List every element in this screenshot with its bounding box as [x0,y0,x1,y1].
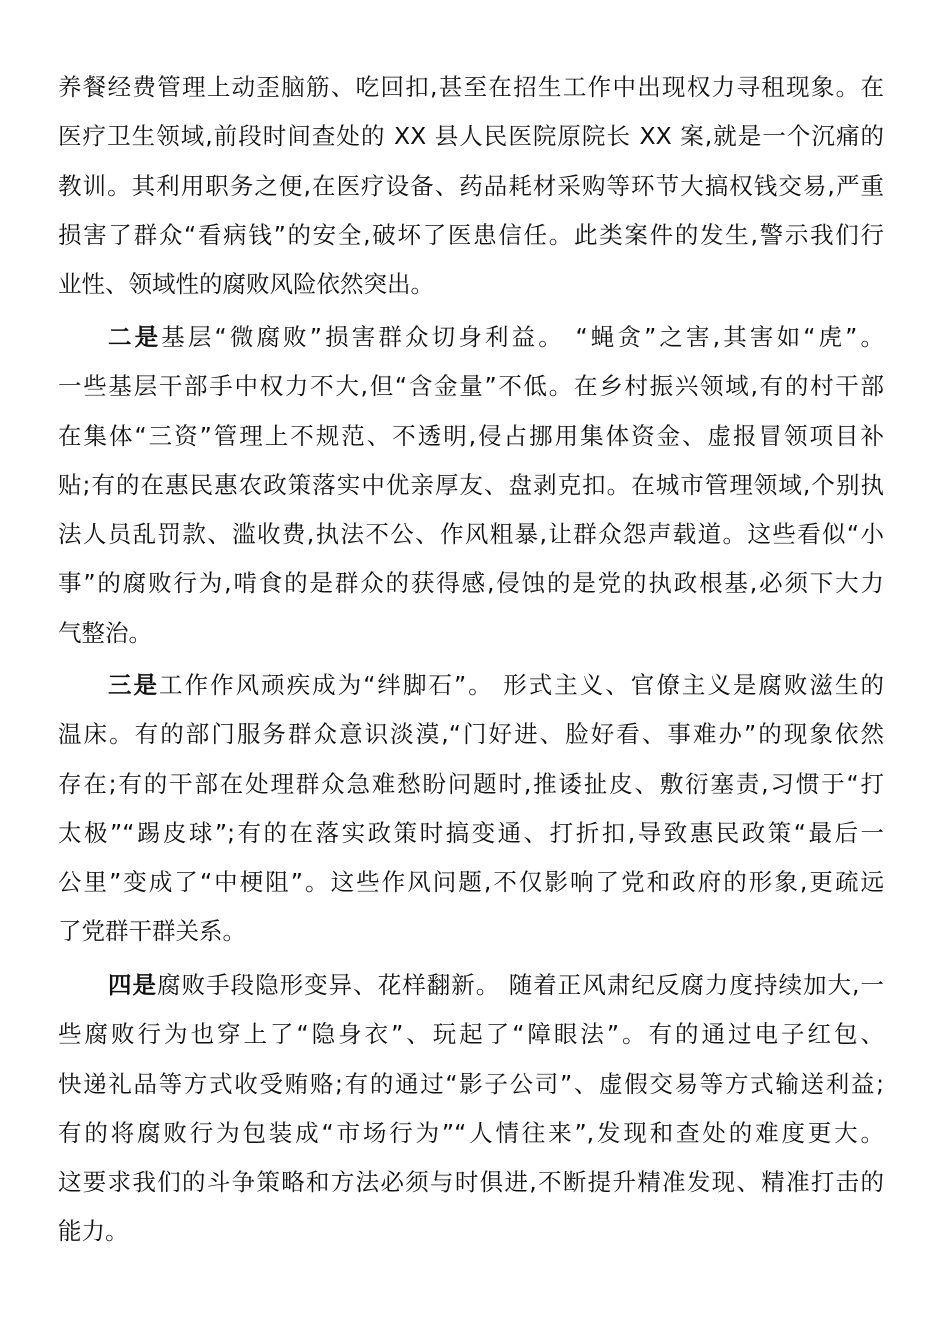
text-line: 教训。其利用职务之便,在医疗设备、药品耗材采购等环节大搞权钱交易,严重 [58,171,884,200]
text-line: 事”的腐败行为,啃食的是群众的获得感,侵蚀的是党的执政根基,必须下大力 [58,569,884,598]
text-line: 一些基层干部手中权力不大,但“含金量”不低。在乡村振兴领域,有的村干部 [58,372,884,401]
paragraph-lead: 三是 [108,671,160,699]
paragraph-heading-line [58,961,884,1010]
text-line: 法人员乱罚款、滥收费,执法不公、作风粗暴,让群众怨声载道。这些看似“小 [58,520,884,549]
text-line: 了党群干群关系。 [58,917,246,946]
paragraph-heading-line [58,313,884,362]
text-line: 损害了群众“看病钱”的安全,破坏了医患信任。此类案件的发生,警示我们行 [58,220,884,249]
paragraph-heading-text: 腐败手段隐形变异、花样翻新。 随着正风肃纪反腐力度持续加大,一 [157,971,884,999]
text-line: 业性、领域性的腐败风险依然突出。 [58,270,434,299]
text-line: 公里”变成了“中梗阻”。这些作风问题,不仅影响了党和政府的形象,更疏远 [58,868,884,897]
text-line: 有的将腐败行为包装成“市场行为”“人情往来”,发现和查处的难度更大。 [58,1118,884,1147]
paragraph-heading-text: 工作作风顽疾成为“绊脚石”。 形式主义、官僚主义是腐败滋生的 [159,671,884,699]
text-line: 贴;有的在惠民惠农政策落实中优亲厚友、盘剥克扣。在城市管理领域,个别执 [58,470,884,499]
paragraph-1 [58,63,884,309]
text-line: 这要求我们的斗争策略和方法必须与时俱进,不断提升精准发现、精准打击的 [58,1168,884,1197]
text-line: 存在;有的干部在处理群众急难愁盼问题时,推诿扯皮、敷衍塞责,习惯于“打 [58,769,884,798]
text-line: 医疗卫生领域,前段时间查处的 XX 县人民医院原院长 XX 案,就是一个沉痛的 [58,122,884,151]
paragraph-heading-line [58,661,884,710]
paragraph-lead: 四是 [108,971,158,999]
text-line: 温床。有的部门服务群众意识淡漠,“门好进、脸好看、事难办”的现象依然 [58,720,884,749]
paragraph-4 [58,961,884,1257]
text-line: 养餐经费管理上动歪脑筋、吃回扣,甚至在招生工作中出现权力寻租现象。在 [58,73,884,101]
paragraph-3 [58,661,884,957]
paragraph-heading-text: 基层“微腐败”损害群众切身利益。 “蝇贪”之害,其害如“虎”。 [161,323,884,351]
text-line: 气整治。 [58,618,152,647]
text-line: 些腐败行为也穿上了“隐身衣”、玩起了“障眼法”。有的通过电子红包、 [58,1020,884,1049]
text-line: 太极”“踢皮球”;有的在落实政策时搞变通、打折扣,导致惠民政策“最后一 [58,818,884,847]
text-line: 在集体“三资”管理上不规范、不透明,侵占挪用集体资金、虚报冒领项目补 [58,421,884,450]
text-line: 快递礼品等方式收受贿赂;有的通过“影子公司”、虚假交易等方式输送利益; [58,1069,884,1098]
paragraph-lead: 二是 [108,323,162,351]
text-line: 能力。 [58,1217,129,1246]
paragraph-2 [58,313,884,658]
